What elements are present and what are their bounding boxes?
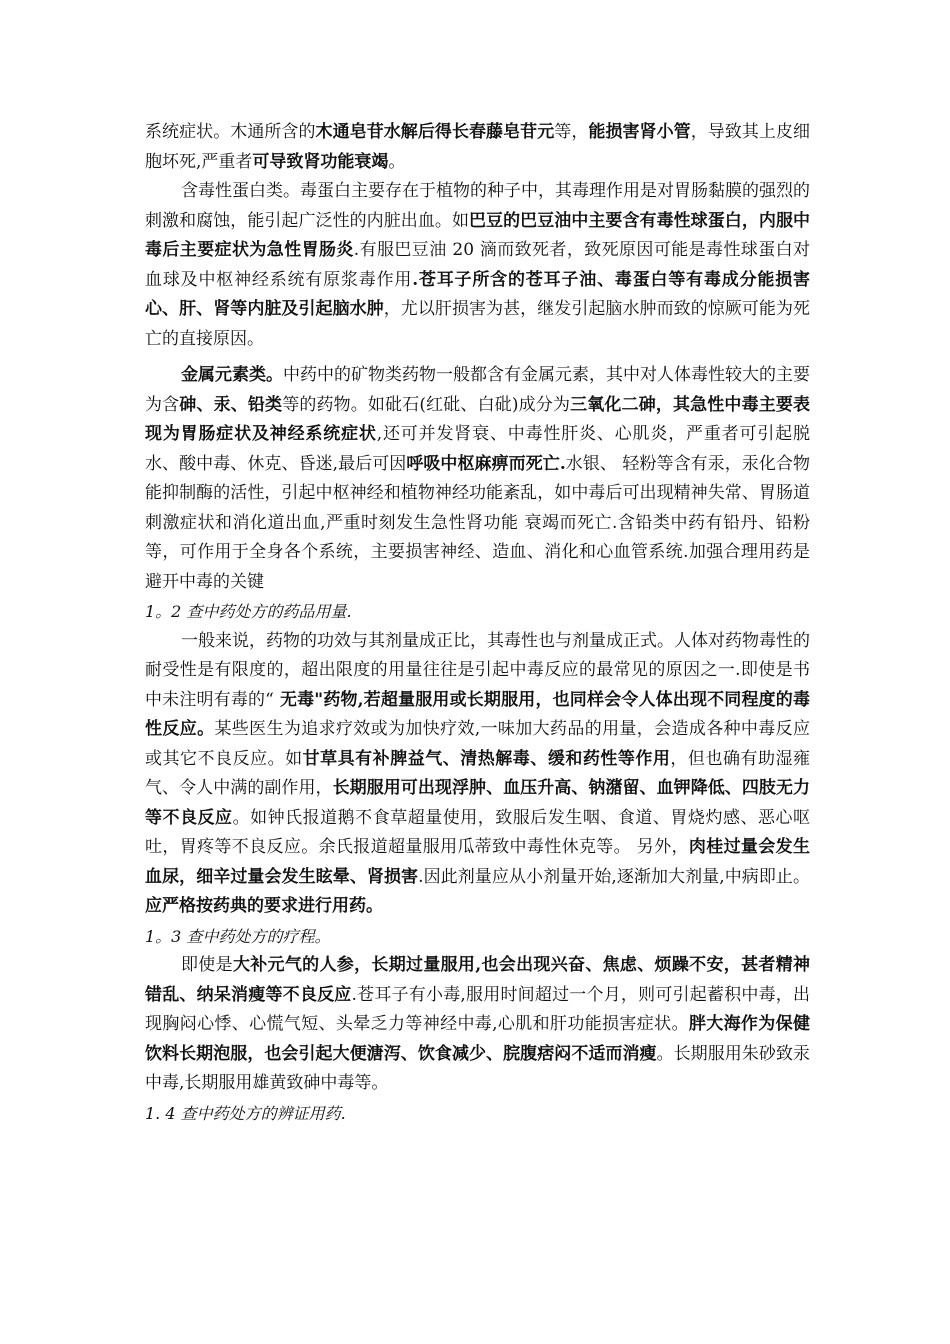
text-segment-bold: 巴豆的巴豆油中主要含有毒性球蛋白，内服中毒后主要症状为急性胃肠炎 bbox=[145, 210, 810, 260]
text-segment: 。长期服用朱砂致汞中毒,长期服用雄黄致砷中毒等。 bbox=[145, 1043, 810, 1093]
text-segment-bold: 大补元气的人参，长期过量服用,也会出现兴奋、焦虑、烦躁不安，甚者精神错乱、纳呆消瘦等不良反应 bbox=[145, 955, 811, 1005]
text-segment: .有服巴豆油 20 滴而致死者，致死原因可能是毒性球蛋白对血球及中枢神经系统有原浆毒作用 bbox=[145, 240, 811, 290]
section-heading-1-2: 1。2 查中药处方的药品用量. bbox=[145, 602, 352, 621]
text-segment: ，导致其上皮细胞坏死,严重者 bbox=[145, 122, 811, 172]
text-segment: 中药中的矿物类药物一般都含有金属元素，其中对人体毒性较大的主要为含 bbox=[145, 365, 810, 415]
text-segment: 系统症状。木通所含的 bbox=[145, 122, 316, 142]
document-page bbox=[145, 118, 810, 1128]
text-segment-bold: 甘草具有补脾益气、清热解毒、缓和药性等作用 bbox=[302, 748, 671, 769]
text-segment-bold: 应严格按药典的要求进行用药。 bbox=[145, 896, 383, 916]
text-segment: 等的药物。如砒石(红砒、白砒)成分为 bbox=[282, 394, 571, 415]
text-segment: 水银、 轻粉等含有汞，汞化合物能抑制酶的活性，引起中枢神经和植物神经功能紊乱，如中毒后可出现精神失常、胃肠道刺激症状和消化道出血,严重时刻发生急性肾功能 衰竭而死亡.含铅类中药有铅丹、铅粉等，可作用于全身各个系统，主要损害神经、造血、消化和心血管系统.加强合理用药是避开中毒的关键 bbox=[145, 453, 811, 592]
text-segment: 即使是 bbox=[181, 955, 233, 975]
section-heading-1-3: 1。3 查中药处方的疗程。 bbox=[145, 926, 331, 946]
paragraph-metal-elements bbox=[145, 361, 810, 597]
text-segment-bold: 无毒"药物,若超量服用或长期服用，也同样会令人体出现不同程度的毒性反应。 bbox=[145, 689, 810, 739]
text-segment: 含毒性蛋白类。毒蛋白主要存在于植物的种子中，其毒理作用是对胃肠黏膜的强烈的刺激和腐蚀，能引起广泛性的内脏出血。如 bbox=[145, 181, 810, 231]
text-segment-bold: 肉桂过量会发生血尿，细辛过量会发生眩晕、肾损害 bbox=[145, 837, 811, 887]
paragraph-dosage bbox=[145, 627, 810, 922]
section-heading-1-4: 1. 4 查中药处方的辨证用药. bbox=[145, 1103, 346, 1123]
text-segment: 。如钟氏报道鹅不食草超量使用，致服后发生咽、食道、胃烧灼感、恶心呕吐，胃疼等不良反应。余氏报道超量服用瓜蒂致中毒性休克等。 另外， bbox=[145, 807, 811, 857]
paragraph-toxic-protein bbox=[145, 177, 810, 354]
text-segment-bold: 木通皂苷水解后得长春藤皂苷元 bbox=[315, 122, 555, 142]
text-segment: ,还可并发肾衰、中毒性肝炎、心肌炎，严重者可引起脱水、酸中毒、休克、昏迷,最后可因 bbox=[145, 424, 810, 474]
text-segment: 某些医生为追求疗效或为加快疗效,一味加大药品的用量，会造成各种中毒反应或其它不良反应。如 bbox=[145, 719, 811, 769]
text-segment-bold: .苍耳子所含的苍耳子油、毒蛋白等有毒成分能损害心、肝、肾等内脏及引起脑水肿 bbox=[145, 269, 811, 319]
text-segment-bold: 长期服用可出现浮肿、血压升高、钠潴留、血钾降低、四肢无力等不良反应 bbox=[145, 778, 811, 828]
text-segment: 等， bbox=[554, 122, 589, 142]
text-segment: .因此剂量应从小剂量开始,逐渐加大剂量,中病即止。 bbox=[418, 866, 811, 887]
paragraph-wood-tong bbox=[145, 118, 810, 177]
text-segment-bold: 能损害肾小管 bbox=[588, 122, 691, 142]
text-segment-bold: 胖大海作为保健饮料长期泡服，也会引起大便溏泻、饮食减少、脘腹痞闷不适而消瘦 bbox=[145, 1014, 811, 1064]
text-segment-bold: 三氧化二砷，其急性中毒主要表现为胃肠症状及神经系统症状 bbox=[145, 394, 811, 444]
text-segment: ，尤以肝损害为甚，继发引起脑水肿而致的惊厥可能为死亡的直接原因。 bbox=[145, 299, 811, 349]
paragraph-treatment-course bbox=[145, 951, 810, 1099]
text-segment-bold: 可导致肾功能衰竭 bbox=[252, 151, 389, 172]
text-segment: .苍耳子有小毒,服用时间超过一个月，则可引起蓄积中毒，出现胸闷心悸、心慌气短、头晕乏力等神经中毒,心肌和肝功能损害症状。 bbox=[145, 984, 811, 1034]
text-segment: 。 bbox=[388, 151, 406, 172]
text-segment: ，但也确有助湿雍气、令人中满的副作用， bbox=[145, 748, 811, 798]
text-segment: 一般来说，药物的功效与其剂量成正比，其毒性也与剂量成正式。人体对药物毒性的耐受性是有限度的，超出限度的用量往往是引起中毒反应的最常见的原因之一.即使是书中未注明有毒的“ bbox=[145, 630, 810, 710]
text-segment-bold: 呼吸中枢麻痹而死亡. bbox=[406, 453, 566, 474]
text-segment-bold: 砷、汞、铅类 bbox=[179, 394, 283, 415]
text-segment-bold: 金属元素类。 bbox=[181, 365, 283, 385]
